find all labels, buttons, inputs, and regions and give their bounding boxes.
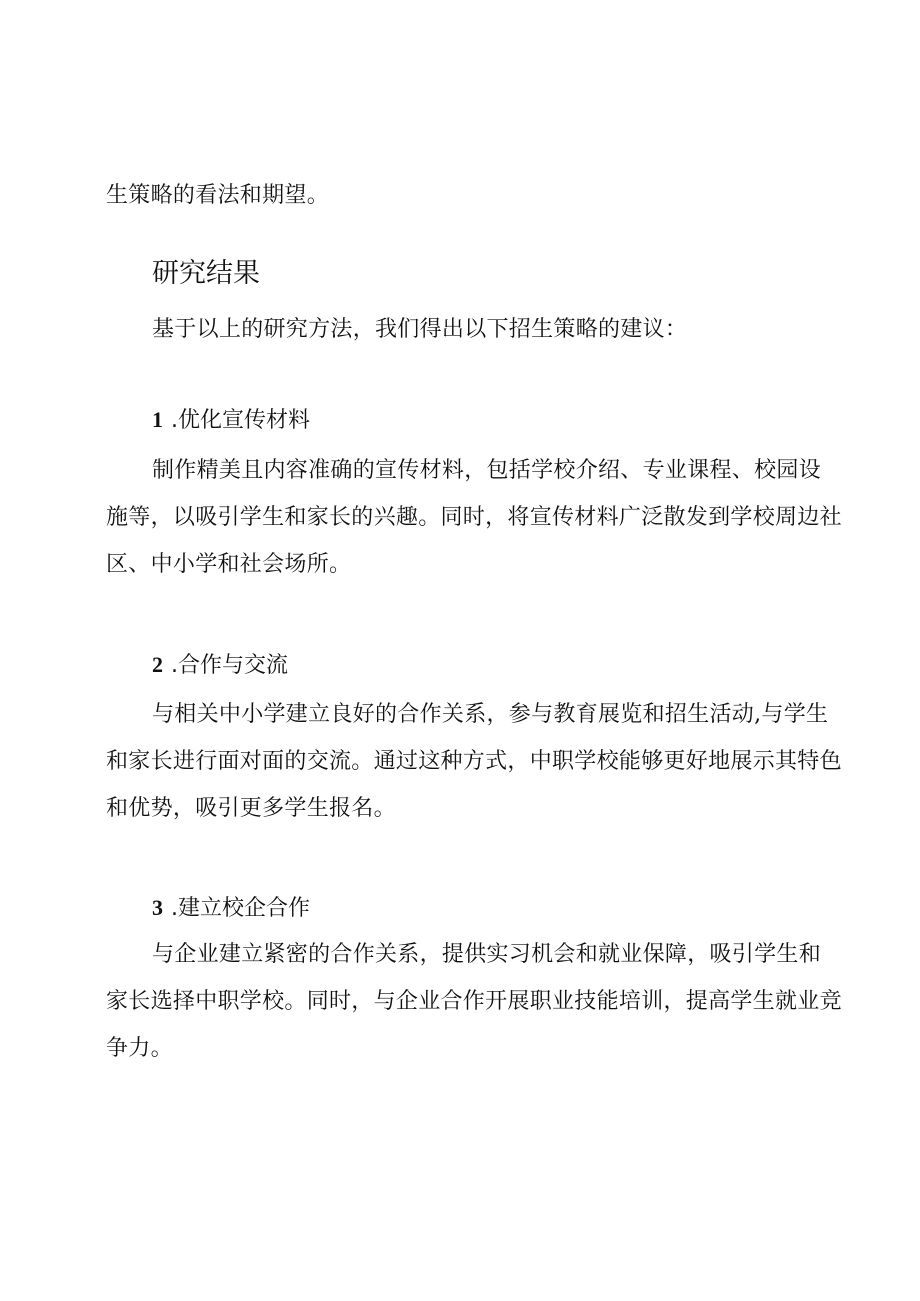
section-2-line-2: 和家长进行面对面的交流。通过这种方式，中职学校能够更好地展示其特色: [106, 749, 842, 774]
section-3-line-1: 与企业建立紧密的合作关系，提供实习机会和就业保障，吸引学生和: [152, 942, 822, 967]
section-2-line-3: 和优势，吸引更多学生报名。: [106, 796, 396, 821]
section-2-heading: [152, 650, 288, 681]
section-title: .优化宣传材料: [171, 408, 310, 433]
section-1-line-3: 区、中小学和社会场所。: [106, 552, 352, 577]
section-number: 2: [152, 652, 163, 677]
results-title: 研究结果: [152, 258, 260, 289]
section-2-line-1: 与相关中小学建立良好的合作关系，参与教育展览和招生活动,与学生: [152, 702, 829, 727]
results-lead: 基于以上的研究方法，我们得出以下招生策略的建议：: [152, 317, 688, 342]
section-3-line-2: 家长选择中职学校。同时，与企业合作开展职业技能培训，提高学生就业竞: [106, 989, 842, 1014]
intro-fragment: 生策略的看法和期望。: [106, 183, 330, 208]
section-1-heading: [152, 405, 310, 436]
section-1-line-1: 制作精美且内容准确的宣传材料，包括学校介绍、专业课程、校园设: [152, 458, 822, 483]
section-1-line-2: 施等，以吸引学生和家长的兴趣。同时，将宣传材料广泛散发到学校周边社: [106, 505, 842, 530]
section-number: 1: [152, 407, 163, 432]
section-number: 3: [152, 895, 163, 920]
section-title: .合作与交流: [171, 653, 288, 678]
section-3-line-3: 争力。: [106, 1036, 173, 1061]
section-title: .建立校企合作: [171, 896, 310, 921]
section-3-heading: [152, 893, 310, 924]
